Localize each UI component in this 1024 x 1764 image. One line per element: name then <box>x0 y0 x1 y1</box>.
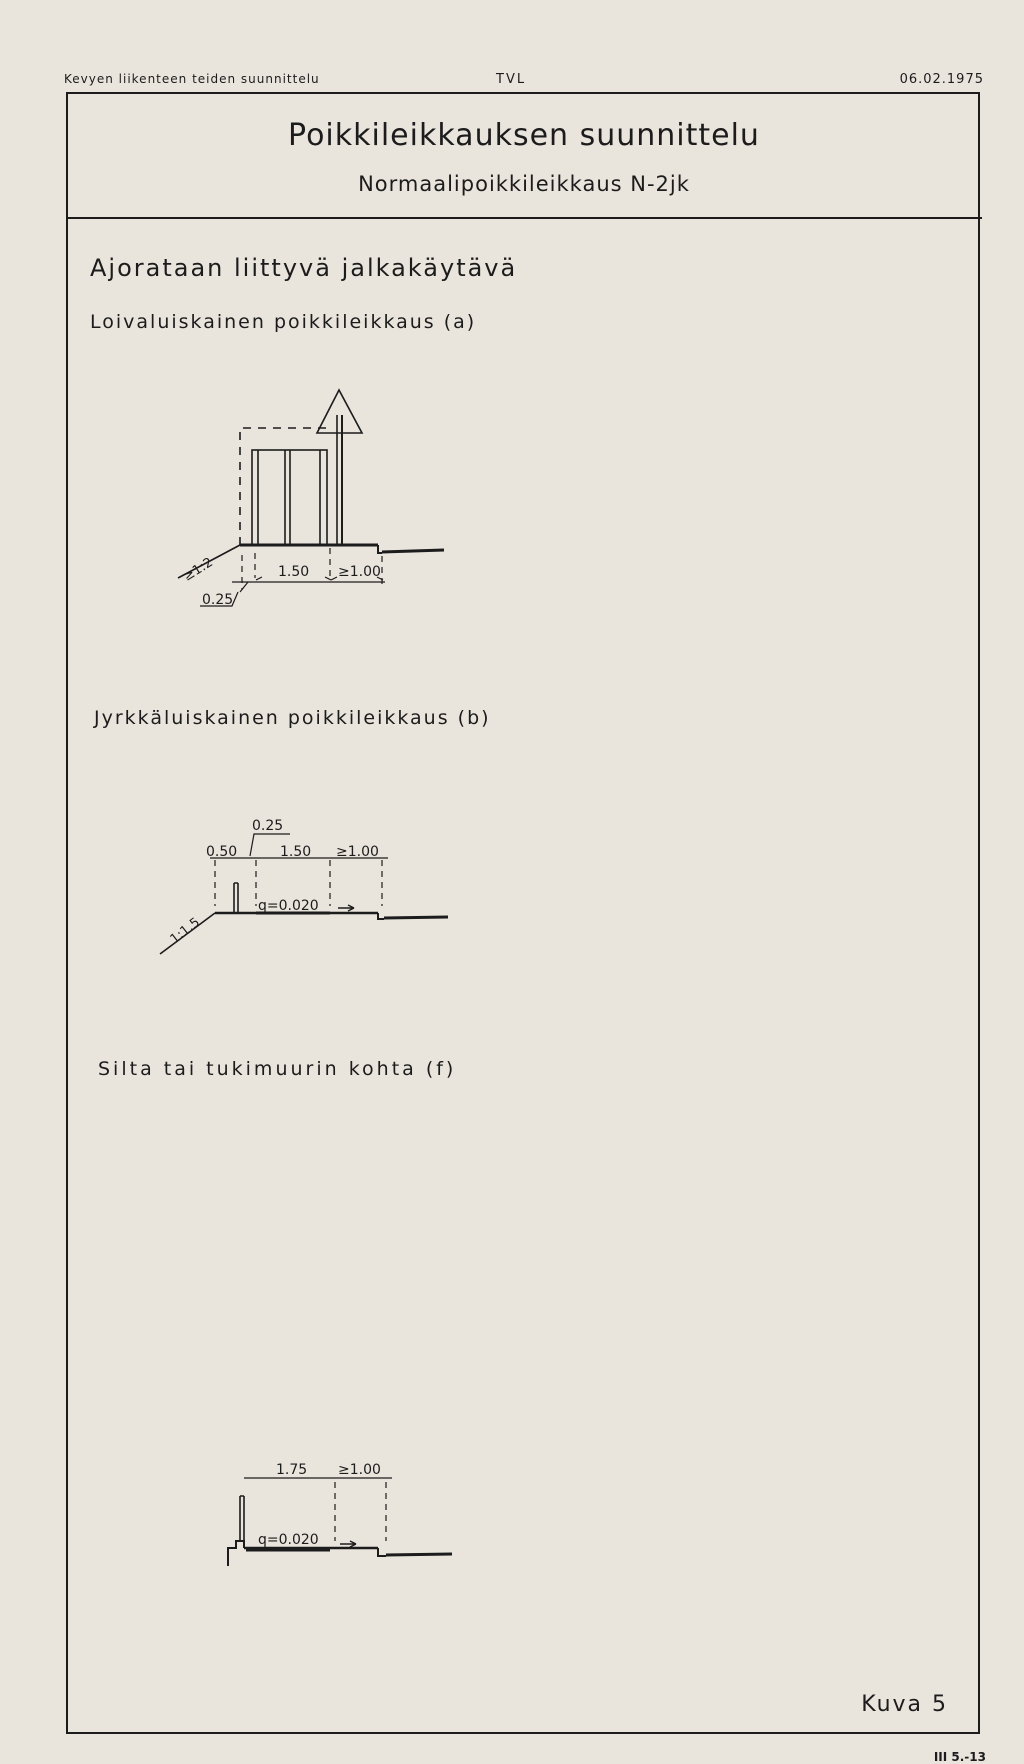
gradient-arrow-b <box>338 905 354 911</box>
header-center: TVL <box>496 72 527 87</box>
header-date: 06.02.1975 <box>899 72 984 87</box>
caption-b: Jyrkkäluiskainen poikkileikkaus (b) <box>94 707 491 729</box>
gradient-label-f: q=0.020 <box>258 1532 319 1548</box>
warning-sign-icon <box>317 390 362 433</box>
road-surface-b <box>384 917 448 918</box>
dim-edge-b: 0.50 <box>206 844 238 860</box>
dim-side-b: ≥1.00 <box>336 844 379 860</box>
road-surface-a <box>382 550 444 552</box>
dim-walk-b: 1.50 <box>280 844 312 860</box>
page-number: III 5.-13 <box>933 1750 986 1764</box>
page-title: Poikkileikkauksen suunnittelu <box>288 118 760 153</box>
fence-posts-a <box>258 450 320 545</box>
dim-side-f: ≥1.00 <box>338 1462 381 1478</box>
dim-top-b: 0.25 <box>252 818 284 834</box>
caption-a: Loivaluiskainen poikkileikkaus (a) <box>90 311 477 333</box>
dim-edge-a: 0.25 <box>202 592 234 608</box>
guard-rail-b <box>234 883 238 913</box>
caption-f: Silta tai tukimuurin kohta (f) <box>98 1058 457 1080</box>
figure-label: Kuva 5 <box>861 1692 948 1717</box>
dim-walk-f: 1.75 <box>276 1462 308 1478</box>
slope-label-a: ≥1:2 <box>180 555 216 585</box>
gradient-label-b: q=0.020 <box>258 898 319 914</box>
dim-side-a: ≥1.00 <box>338 564 381 580</box>
page-subtitle: Normaalipoikkileikkaus N-2jk <box>358 172 690 196</box>
header-left: Kevyen liikenteen teiden suunnittelu <box>64 72 320 86</box>
dim-walk-a: 1.50 <box>278 564 310 580</box>
curb-b <box>378 913 384 919</box>
road-surface-f <box>386 1554 452 1555</box>
section-title: Ajorataan liittyvä jalkakäytävä <box>90 254 518 282</box>
slope-label-b: 1:1.5 <box>167 914 204 948</box>
drawing-a <box>178 390 444 606</box>
curb-a <box>378 545 382 553</box>
